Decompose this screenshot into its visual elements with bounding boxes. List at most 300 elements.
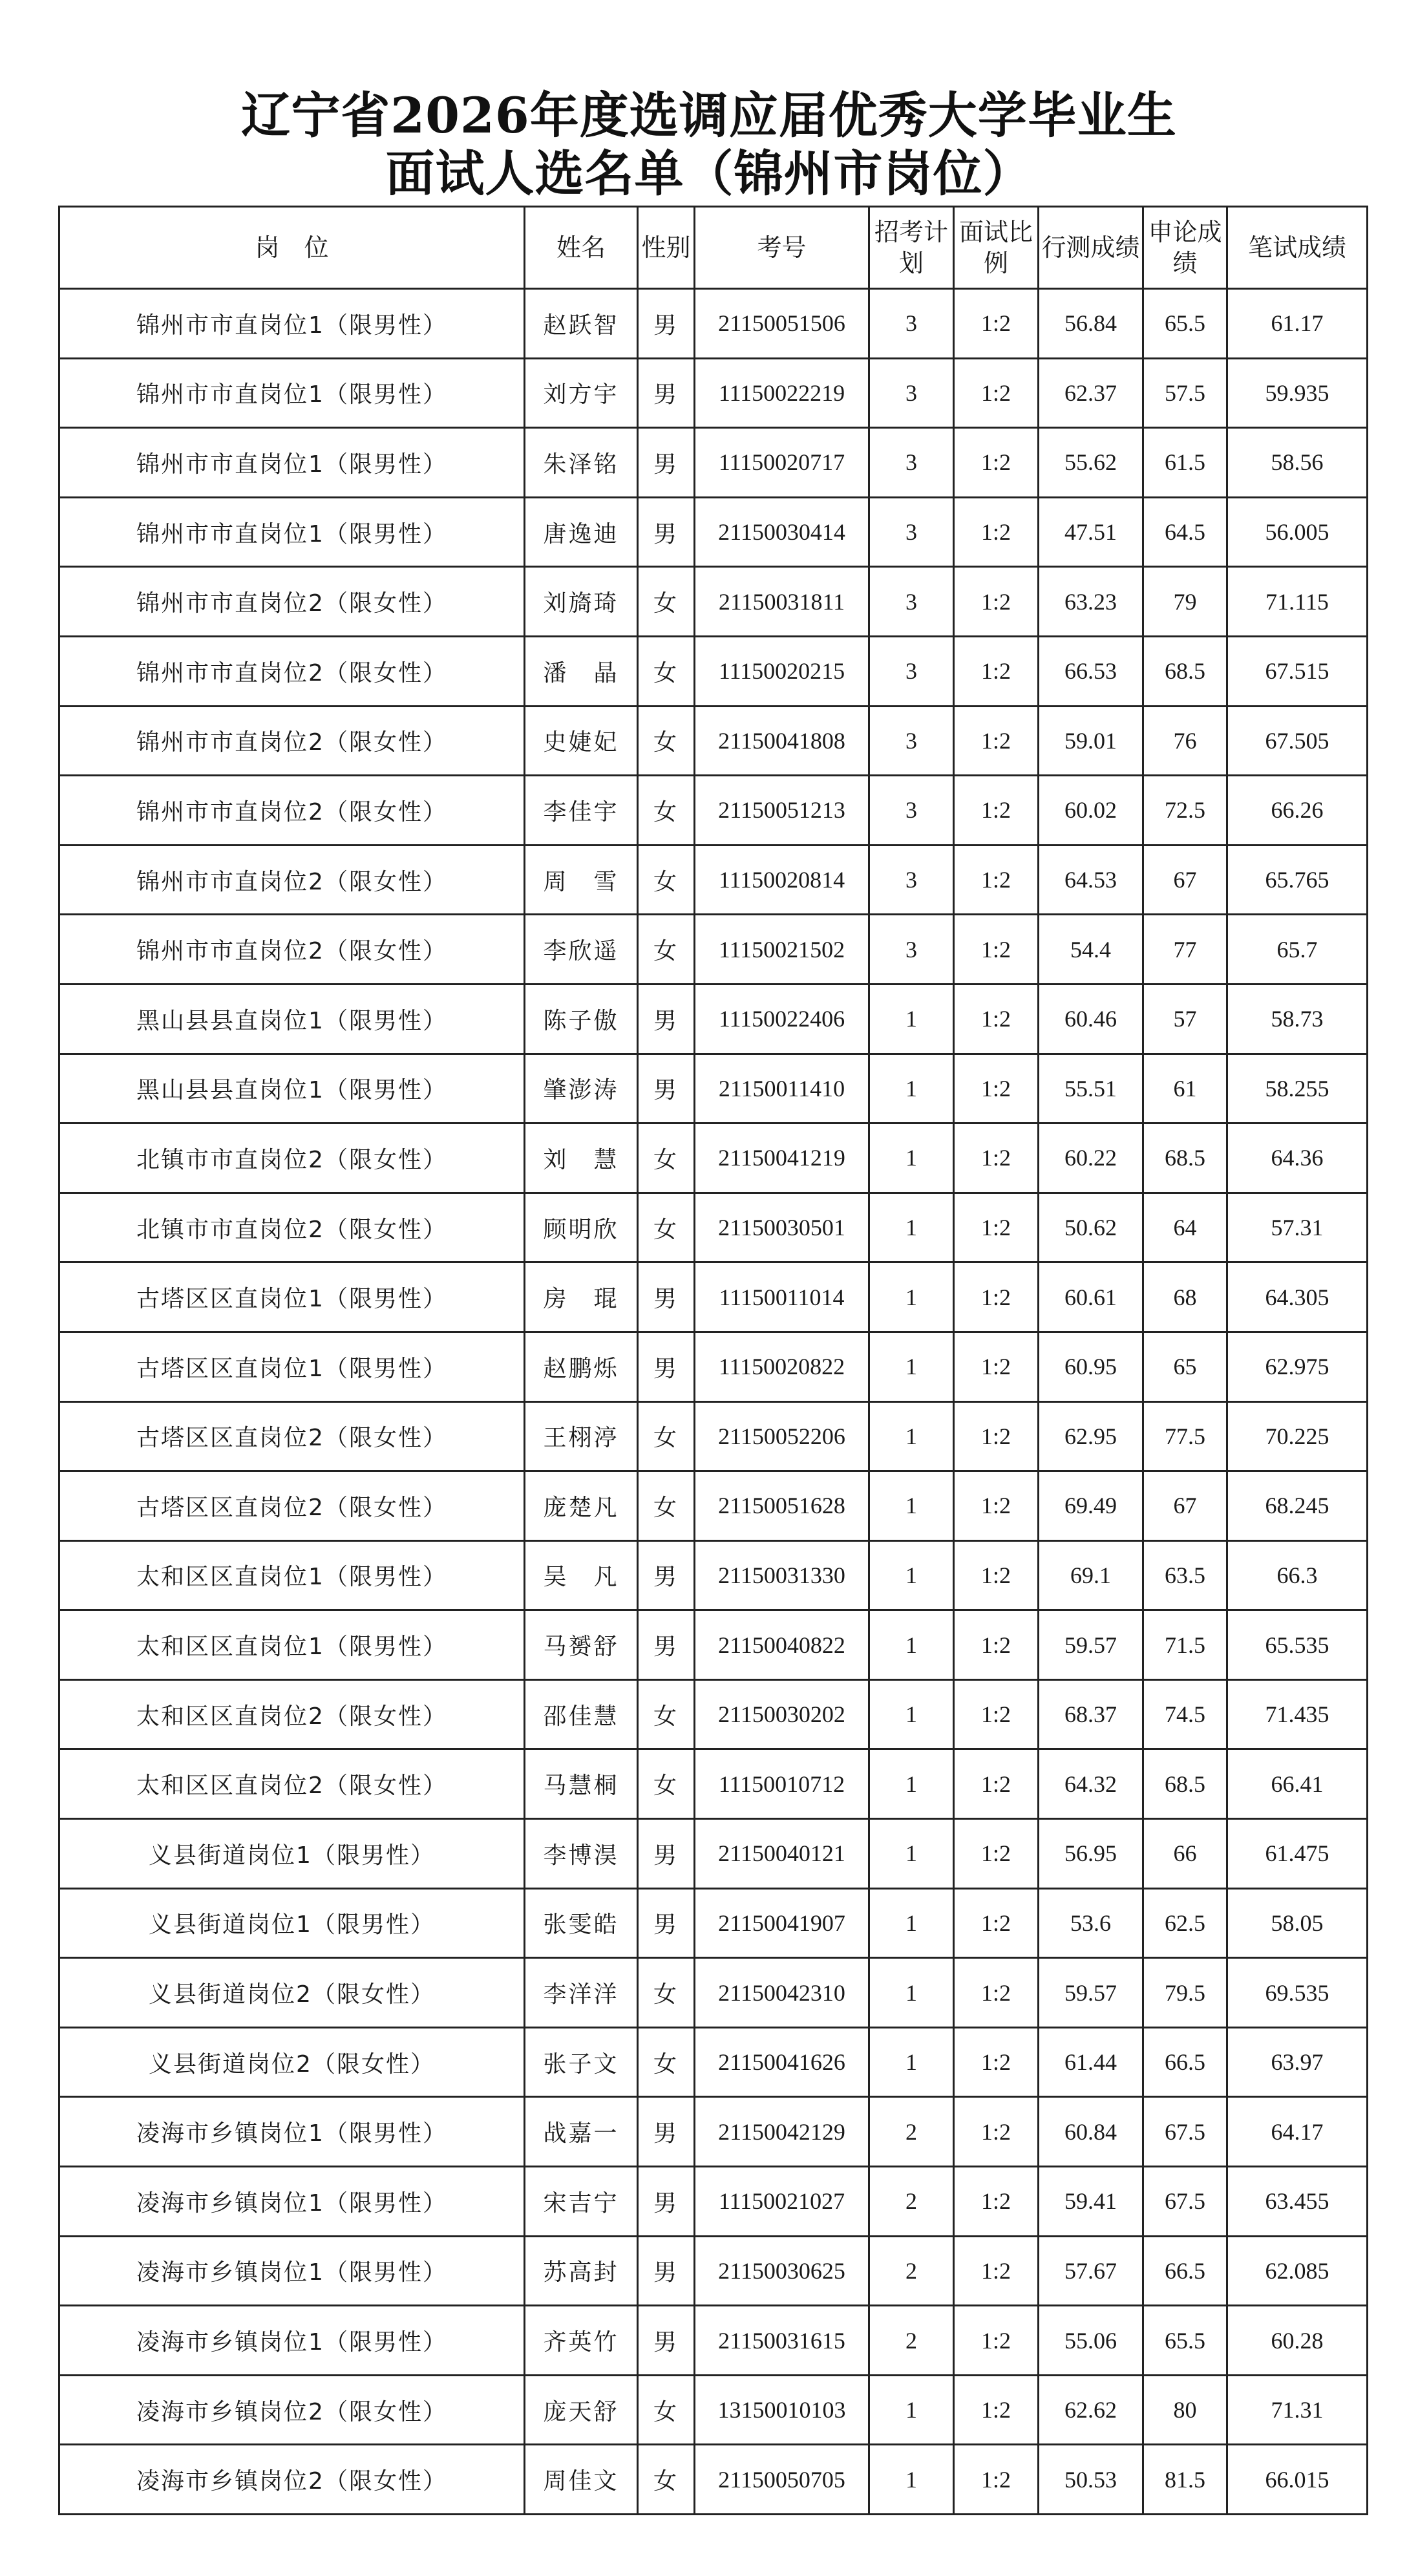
cell-plan: 1 [869,1679,954,1749]
cell-gender: 女 [638,1193,695,1262]
cell-ratio: 1:2 [954,1819,1039,1889]
cell-post: 凌海市乡镇岗位1（限男性） [59,2236,525,2306]
cell-name: 马慧桐 [525,1749,638,1819]
cell-xingce: 62.95 [1039,1401,1143,1471]
cell-written: 63.455 [1227,2167,1368,2237]
cell-shenlun: 80 [1143,2375,1227,2445]
cell-xingce: 60.95 [1039,1332,1143,1401]
cell-plan: 3 [869,289,954,359]
table-row [59,1123,1368,1193]
cell-gender: 男 [638,1054,695,1123]
cell-plan: 3 [869,358,954,428]
cell-exam-no: 11150011014 [695,1262,869,1332]
cell-gender: 男 [638,497,695,567]
cell-xingce: 62.37 [1039,358,1143,428]
cell-gender: 女 [638,1471,695,1541]
cell-plan: 1 [869,1193,954,1262]
cell-post: 黑山县县直岗位1（限男性） [59,984,525,1054]
cell-written: 65.765 [1227,845,1368,915]
cell-written: 65.7 [1227,915,1368,985]
cell-name: 张雯皓 [525,1888,638,1958]
cell-written: 69.535 [1227,1958,1368,2028]
cell-plan: 1 [869,1471,954,1541]
cell-name: 张子文 [525,2027,638,2097]
cell-ratio: 1:2 [954,1054,1039,1123]
cell-exam-no: 21150051628 [695,1471,869,1541]
cell-name: 刘 慧 [525,1123,638,1193]
cell-ratio: 1:2 [954,497,1039,567]
cell-xingce: 50.53 [1039,2445,1143,2515]
cell-plan: 3 [869,567,954,637]
cell-written: 66.41 [1227,1749,1368,1819]
cell-name: 齐英竹 [525,2306,638,2376]
cell-written: 71.31 [1227,2375,1368,2445]
cell-post: 太和区区直岗位2（限女性） [59,1749,525,1819]
cell-name: 潘 晶 [525,636,638,706]
table-row [59,776,1368,846]
table-row [59,358,1368,428]
cell-written: 66.3 [1227,1540,1368,1610]
cell-name: 王栩渟 [525,1401,638,1471]
cell-gender: 男 [638,2236,695,2306]
cell-post: 北镇市市直岗位2（限女性） [59,1193,525,1262]
cell-exam-no: 21150030202 [695,1679,869,1749]
cell-xingce: 64.32 [1039,1749,1143,1819]
cell-shenlun: 79 [1143,567,1227,637]
cell-plan: 2 [869,2097,954,2167]
cell-plan: 1 [869,1888,954,1958]
cell-exam-no: 21150031330 [695,1540,869,1610]
cell-plan: 2 [869,2306,954,2376]
cell-plan: 3 [869,776,954,846]
cell-ratio: 1:2 [954,2027,1039,2097]
cell-name: 邵佳慧 [525,1679,638,1749]
cell-ratio: 1:2 [954,1888,1039,1958]
cell-ratio: 1:2 [954,1123,1039,1193]
cell-plan: 1 [869,1262,954,1332]
cell-post: 太和区区直岗位1（限男性） [59,1540,525,1610]
cell-ratio: 1:2 [954,1749,1039,1819]
cell-exam-no: 11150020822 [695,1332,869,1401]
cell-shenlun: 81.5 [1143,2445,1227,2515]
cell-plan: 3 [869,845,954,915]
table-row [59,1401,1368,1471]
cell-name: 史婕妃 [525,706,638,776]
cell-ratio: 1:2 [954,2306,1039,2376]
cell-name: 李博淏 [525,1819,638,1889]
table-row [59,2306,1368,2376]
cell-name: 顾明欣 [525,1193,638,1262]
cell-post: 黑山县县直岗位1（限男性） [59,1054,525,1123]
cell-ratio: 1:2 [954,1679,1039,1749]
header-name: 姓名 [525,207,638,289]
table-row [59,984,1368,1054]
cell-exam-no: 21150042129 [695,2097,869,2167]
table-row [59,1054,1368,1123]
cell-xingce: 60.02 [1039,776,1143,846]
cell-gender: 男 [638,289,695,359]
cell-shenlun: 63.5 [1143,1540,1227,1610]
cell-xingce: 59.01 [1039,706,1143,776]
cell-ratio: 1:2 [954,1958,1039,2028]
table-row [59,2375,1368,2445]
cell-shenlun: 66.5 [1143,2027,1227,2097]
cell-gender: 女 [638,567,695,637]
cell-exam-no: 21150011410 [695,1054,869,1123]
cell-post: 锦州市市直岗位2（限女性） [59,567,525,637]
cell-plan: 1 [869,1819,954,1889]
cell-post: 锦州市市直岗位1（限男性） [59,358,525,428]
cell-written: 67.505 [1227,706,1368,776]
cell-shenlun: 68.5 [1143,1123,1227,1193]
cell-written: 58.05 [1227,1888,1368,1958]
cell-shenlun: 77.5 [1143,1401,1227,1471]
cell-shenlun: 68.5 [1143,1749,1227,1819]
cell-plan: 1 [869,2375,954,2445]
cell-xingce: 60.84 [1039,2097,1143,2167]
cell-xingce: 63.23 [1039,567,1143,637]
cell-exam-no: 21150041907 [695,1888,869,1958]
cell-xingce: 47.51 [1039,497,1143,567]
cell-name: 庞楚凡 [525,1471,638,1541]
cell-post: 锦州市市直岗位2（限女性） [59,845,525,915]
cell-exam-no: 21150041219 [695,1123,869,1193]
cell-exam-no: 11150021027 [695,2167,869,2237]
cell-written: 63.97 [1227,2027,1368,2097]
cell-post: 古塔区区直岗位1（限男性） [59,1262,525,1332]
cell-post: 义县街道岗位1（限男性） [59,1888,525,1958]
cell-written: 70.225 [1227,1401,1368,1471]
cell-xingce: 53.6 [1039,1888,1143,1958]
cell-written: 71.115 [1227,567,1368,637]
cell-xingce: 57.67 [1039,2236,1143,2306]
cell-exam-no: 21150052206 [695,1401,869,1471]
cell-shenlun: 79.5 [1143,1958,1227,2028]
cell-written: 64.17 [1227,2097,1368,2167]
cell-written: 58.255 [1227,1054,1368,1123]
table-row [59,845,1368,915]
table-row [59,1193,1368,1262]
cell-post: 凌海市乡镇岗位2（限女性） [59,2445,525,2515]
cell-name: 李佳宇 [525,776,638,846]
cell-exam-no: 21150031811 [695,567,869,637]
cell-written: 67.515 [1227,636,1368,706]
document-subtitle: 面试人选名单（锦州市岗位） [385,145,1033,202]
cell-xingce: 50.62 [1039,1193,1143,1262]
cell-plan: 1 [869,1401,954,1471]
cell-ratio: 1:2 [954,636,1039,706]
cell-plan: 1 [869,1958,954,2028]
cell-xingce: 62.62 [1039,2375,1143,2445]
cell-written: 61.475 [1227,1819,1368,1889]
cell-written: 66.015 [1227,2445,1368,2515]
cell-gender: 男 [638,1610,695,1680]
cell-name: 房 琨 [525,1262,638,1332]
cell-plan: 2 [869,2236,954,2306]
cell-exam-no: 11150022406 [695,984,869,1054]
cell-gender: 男 [638,1888,695,1958]
cell-plan: 3 [869,706,954,776]
cell-gender: 女 [638,915,695,985]
cell-gender: 女 [638,1123,695,1193]
cell-name: 刘方宇 [525,358,638,428]
cell-ratio: 1:2 [954,776,1039,846]
cell-xingce: 55.51 [1039,1054,1143,1123]
cell-post: 锦州市市直岗位2（限女性） [59,706,525,776]
cell-name: 马赟舒 [525,1610,638,1680]
cell-post: 北镇市市直岗位2（限女性） [59,1123,525,1193]
table-body [59,289,1368,2515]
cell-ratio: 1:2 [954,706,1039,776]
cell-ratio: 1:2 [954,2167,1039,2237]
cell-name: 朱泽铭 [525,428,638,498]
table-row [59,1262,1368,1332]
cell-plan: 1 [869,1540,954,1610]
cell-ratio: 1:2 [954,1540,1039,1610]
cell-shenlun: 68 [1143,1262,1227,1332]
cell-written: 58.73 [1227,984,1368,1054]
cell-gender: 男 [638,428,695,498]
cell-exam-no: 21150031615 [695,2306,869,2376]
cell-plan: 3 [869,428,954,498]
cell-ratio: 1:2 [954,845,1039,915]
cell-post: 太和区区直岗位1（限男性） [59,1610,525,1680]
cell-name: 战嘉一 [525,2097,638,2167]
cell-shenlun: 72.5 [1143,776,1227,846]
cell-exam-no: 11150010712 [695,1749,869,1819]
header-written: 笔试成绩 [1227,207,1368,289]
cell-written: 61.17 [1227,289,1368,359]
cell-exam-no: 11150021502 [695,915,869,985]
cell-name: 陈子傲 [525,984,638,1054]
cell-plan: 1 [869,1749,954,1819]
cell-ratio: 1:2 [954,2375,1039,2445]
cell-post: 凌海市乡镇岗位1（限男性） [59,2306,525,2376]
cell-gender: 男 [638,2167,695,2237]
cell-shenlun: 71.5 [1143,1610,1227,1680]
cell-name: 周佳文 [525,2445,638,2515]
cell-shenlun: 65 [1143,1332,1227,1401]
cell-shenlun: 77 [1143,915,1227,985]
cell-plan: 2 [869,2167,954,2237]
cell-shenlun: 65.5 [1143,289,1227,359]
cell-shenlun: 57.5 [1143,358,1227,428]
table-row [59,1819,1368,1889]
cell-ratio: 1:2 [954,1193,1039,1262]
cell-gender: 女 [638,706,695,776]
cell-gender: 女 [638,2445,695,2515]
cell-post: 凌海市乡镇岗位1（限男性） [59,2167,525,2237]
cell-post: 古塔区区直岗位2（限女性） [59,1401,525,1471]
cell-shenlun: 68.5 [1143,636,1227,706]
document-title: 辽宁省2026年度选调应届优秀大学毕业生 [241,87,1177,144]
cell-name: 唐逸迪 [525,497,638,567]
cell-plan: 1 [869,1054,954,1123]
cell-name: 吴 凡 [525,1540,638,1610]
cell-gender: 男 [638,358,695,428]
cell-post: 太和区区直岗位2（限女性） [59,1679,525,1749]
cell-gender: 女 [638,1679,695,1749]
cell-ratio: 1:2 [954,428,1039,498]
cell-shenlun: 67 [1143,1471,1227,1541]
cell-gender: 女 [638,1749,695,1819]
cell-shenlun: 67.5 [1143,2167,1227,2237]
cell-gender: 男 [638,984,695,1054]
cell-ratio: 1:2 [954,2445,1039,2515]
cell-xingce: 60.61 [1039,1262,1143,1332]
cell-ratio: 1:2 [954,2236,1039,2306]
cell-shenlun: 74.5 [1143,1679,1227,1749]
cell-xingce: 59.57 [1039,1610,1143,1680]
cell-shenlun: 64 [1143,1193,1227,1262]
cell-exam-no: 21150042310 [695,1958,869,2028]
table-row [59,2236,1368,2306]
cell-gender: 女 [638,845,695,915]
cell-exam-no: 21150041626 [695,2027,869,2097]
cell-gender: 男 [638,1262,695,1332]
header-gender: 性别 [638,207,695,289]
candidate-table [58,206,1368,2515]
table-row [59,2445,1368,2515]
cell-ratio: 1:2 [954,1332,1039,1401]
table-row [59,2097,1368,2167]
cell-exam-no: 21150030414 [695,497,869,567]
cell-post: 古塔区区直岗位2（限女性） [59,1471,525,1541]
cell-gender: 男 [638,1332,695,1401]
cell-written: 68.245 [1227,1471,1368,1541]
cell-xingce: 60.22 [1039,1123,1143,1193]
cell-post: 锦州市市直岗位2（限女性） [59,776,525,846]
cell-xingce: 69.49 [1039,1471,1143,1541]
table-row [59,2167,1368,2237]
cell-plan: 1 [869,1123,954,1193]
cell-shenlun: 64.5 [1143,497,1227,567]
cell-shenlun: 66.5 [1143,2236,1227,2306]
table-row [59,1749,1368,1819]
cell-xingce: 60.46 [1039,984,1143,1054]
cell-xingce: 69.1 [1039,1540,1143,1610]
cell-ratio: 1:2 [954,289,1039,359]
header-exam-no: 考号 [695,207,869,289]
cell-shenlun: 61 [1143,1054,1227,1123]
cell-name: 肇澎涛 [525,1054,638,1123]
cell-ratio: 1:2 [954,1401,1039,1471]
cell-written: 62.085 [1227,2236,1368,2306]
table-row [59,289,1368,359]
cell-exam-no: 11150020717 [695,428,869,498]
table-row [59,1540,1368,1610]
cell-gender: 女 [638,2027,695,2097]
table-row [59,428,1368,498]
cell-exam-no: 11150022219 [695,358,869,428]
cell-exam-no: 21150030501 [695,1193,869,1262]
cell-shenlun: 76 [1143,706,1227,776]
cell-post: 义县街道岗位2（限女性） [59,2027,525,2097]
cell-gender: 男 [638,2097,695,2167]
cell-post: 锦州市市直岗位2（限女性） [59,915,525,985]
cell-post: 凌海市乡镇岗位1（限男性） [59,2097,525,2167]
cell-xingce: 55.06 [1039,2306,1143,2376]
cell-written: 65.535 [1227,1610,1368,1680]
cell-gender: 女 [638,776,695,846]
cell-exam-no: 21150040822 [695,1610,869,1680]
cell-exam-no: 11150020814 [695,845,869,915]
cell-exam-no: 21150041808 [695,706,869,776]
table-row [59,1958,1368,2028]
cell-name: 刘旖琦 [525,567,638,637]
cell-exam-no: 21150051213 [695,776,869,846]
cell-written: 66.26 [1227,776,1368,846]
table-row [59,915,1368,985]
cell-name: 周 雪 [525,845,638,915]
cell-shenlun: 67.5 [1143,2097,1227,2167]
cell-shenlun: 57 [1143,984,1227,1054]
cell-plan: 3 [869,636,954,706]
cell-ratio: 1:2 [954,984,1039,1054]
cell-gender: 男 [638,2306,695,2376]
cell-xingce: 56.84 [1039,289,1143,359]
cell-post: 义县街道岗位1（限男性） [59,1819,525,1889]
cell-xingce: 68.37 [1039,1679,1143,1749]
header-plan: 招考计划 [869,207,954,289]
cell-shenlun: 61.5 [1143,428,1227,498]
cell-shenlun: 66 [1143,1819,1227,1889]
cell-written: 60.28 [1227,2306,1368,2376]
header-post: 岗 位 [59,207,525,289]
cell-plan: 3 [869,915,954,985]
cell-name: 宋吉宁 [525,2167,638,2237]
cell-name: 赵跃智 [525,289,638,359]
cell-post: 义县街道岗位2（限女性） [59,1958,525,2028]
cell-ratio: 1:2 [954,358,1039,428]
table-row [59,567,1368,637]
cell-plan: 3 [869,497,954,567]
cell-ratio: 1:2 [954,1471,1039,1541]
cell-exam-no: 13150010103 [695,2375,869,2445]
cell-written: 64.305 [1227,1262,1368,1332]
cell-gender: 女 [638,1958,695,2028]
cell-written: 59.935 [1227,358,1368,428]
cell-xingce: 61.44 [1039,2027,1143,2097]
table-row [59,706,1368,776]
cell-name: 赵鹏烁 [525,1332,638,1401]
cell-xingce: 64.53 [1039,845,1143,915]
cell-gender: 女 [638,1401,695,1471]
cell-shenlun: 65.5 [1143,2306,1227,2376]
cell-written: 56.005 [1227,497,1368,567]
cell-post: 锦州市市直岗位1（限男性） [59,428,525,498]
cell-plan: 1 [869,1610,954,1680]
cell-written: 71.435 [1227,1679,1368,1749]
cell-shenlun: 62.5 [1143,1888,1227,1958]
cell-written: 58.56 [1227,428,1368,498]
cell-plan: 1 [869,2445,954,2515]
table-header-row [59,207,1368,289]
cell-gender: 女 [638,636,695,706]
cell-xingce: 59.41 [1039,2167,1143,2237]
cell-gender: 男 [638,1540,695,1610]
cell-ratio: 1:2 [954,1610,1039,1680]
cell-gender: 女 [638,2375,695,2445]
cell-plan: 1 [869,2027,954,2097]
cell-written: 57.31 [1227,1193,1368,1262]
cell-post: 锦州市市直岗位1（限男性） [59,497,525,567]
table-row [59,1610,1368,1680]
table-row [59,1888,1368,1958]
table-row [59,2027,1368,2097]
cell-ratio: 1:2 [954,915,1039,985]
cell-gender: 男 [638,1819,695,1889]
